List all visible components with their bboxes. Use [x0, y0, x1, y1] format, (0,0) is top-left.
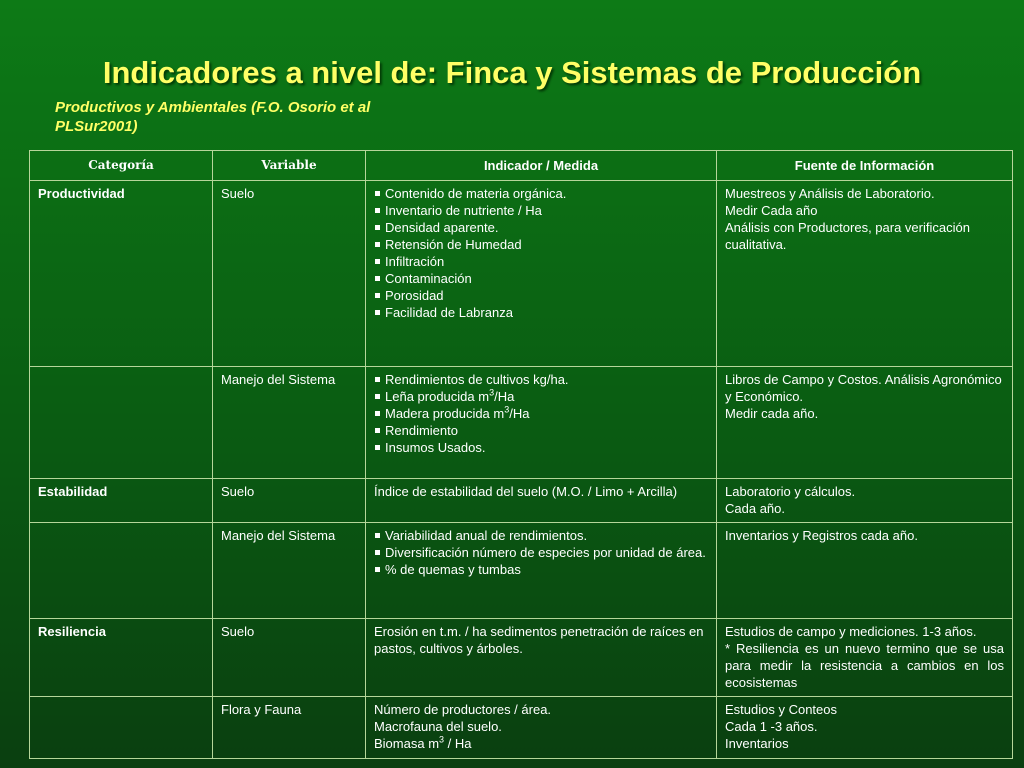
list-item: Variabilidad anual de rendimientos. — [374, 527, 708, 544]
table-row — [30, 479, 1013, 523]
list-item: Leña producida $m^3/Ha$ — [374, 388, 708, 405]
header-indicador: Indicador / Medida — [366, 151, 717, 181]
table-row — [30, 367, 1013, 479]
categoria-cell: Estabilidad — [30, 479, 213, 523]
fuente-cell: Muestreos y Análisis de Laboratorio. Medir Cada año Análisis con Productores, para verificación cualitativa. — [717, 181, 1013, 367]
indicador-cell: Índice de estabilidad del suelo (M.O. / Limo + Arcilla) — [366, 479, 717, 523]
list-item: Insumos Usados. — [374, 439, 708, 456]
variable-cell: Suelo — [213, 479, 366, 523]
list-item: Densidad aparente. — [374, 219, 708, 236]
indicador-list — [374, 527, 708, 578]
header-categoria: Categoría — [30, 151, 213, 181]
variable-cell: Suelo — [213, 619, 366, 697]
categoria-cell — [30, 697, 213, 759]
fuente-cell: Estudios y Conteos Cada 1 -3 años. Inventarios — [717, 697, 1013, 759]
list-item: Rendimiento — [374, 422, 708, 439]
list-item: Madera producida $m^3/Ha$ — [374, 405, 708, 422]
fuente-cell: Estudios de campo y mediciones. 1-3 años. * Resiliencia es un nuevo termino que se usa para medir la resistencia a cambios en los ecosistemas — [717, 619, 1013, 697]
indicators-table — [29, 150, 1013, 759]
indicador-list — [374, 185, 708, 321]
slide-title: Indicadores a nivel de: Finca y Sistemas de Producción — [102, 55, 922, 90]
variable-cell: Manejo del Sistema — [213, 523, 366, 619]
variable-cell: Manejo del Sistema — [213, 367, 366, 479]
header-variable: Variable — [213, 151, 366, 181]
list-item: Contaminación — [374, 270, 708, 287]
indicador-list — [374, 371, 708, 456]
categoria-cell — [30, 523, 213, 619]
indicador-cell — [366, 523, 717, 619]
list-item: Facilidad de Labranza — [374, 304, 708, 321]
categoria-cell: Productividad — [30, 181, 213, 367]
variable-cell: Suelo — [213, 181, 366, 367]
variable-cell: Flora y Fauna — [213, 697, 366, 759]
list-item: % de quemas y tumbas — [374, 561, 708, 578]
fuente-cell: Inventarios y Registros cada año. — [717, 523, 1013, 619]
list-item: Diversificación número de especies por unidad de área. — [374, 544, 708, 561]
table-row — [30, 181, 1013, 367]
categoria-cell — [30, 367, 213, 479]
list-item: Rendimientos de cultivos kg/ha. — [374, 371, 708, 388]
header-fuente: Fuente de Información — [717, 151, 1013, 181]
list-item: Inventario de nutriente / Ha — [374, 202, 708, 219]
fuente-cell: Laboratorio y cálculos. Cada año. — [717, 479, 1013, 523]
fuente-cell: Libros de Campo y Costos. Análisis Agronómico y Económico. Medir cada año. — [717, 367, 1013, 479]
table-row — [30, 619, 1013, 697]
indicador-cell: Número de productores / área. Macrofauna del suelo. Biomasa $m^3$ / Ha — [366, 697, 717, 759]
list-item: Porosidad — [374, 287, 708, 304]
categoria-cell: Resiliencia — [30, 619, 213, 697]
indicador-cell — [366, 367, 717, 479]
table-row — [30, 697, 1013, 759]
indicador-cell: Erosión en t.m. / ha sedimentos penetración de raíces en pastos, cultivos y árboles. — [366, 619, 717, 697]
table-row — [30, 523, 1013, 619]
list-item: Contenido de materia orgánica. — [374, 185, 708, 202]
list-item: Retensión de Humedad — [374, 236, 708, 253]
table-header-row — [30, 151, 1013, 181]
list-item: Infiltración — [374, 253, 708, 270]
slide-subtitle: Productivos y Ambientales (F.O. Osorio et al PLSur2001) — [55, 99, 371, 135]
indicador-cell — [366, 181, 717, 367]
